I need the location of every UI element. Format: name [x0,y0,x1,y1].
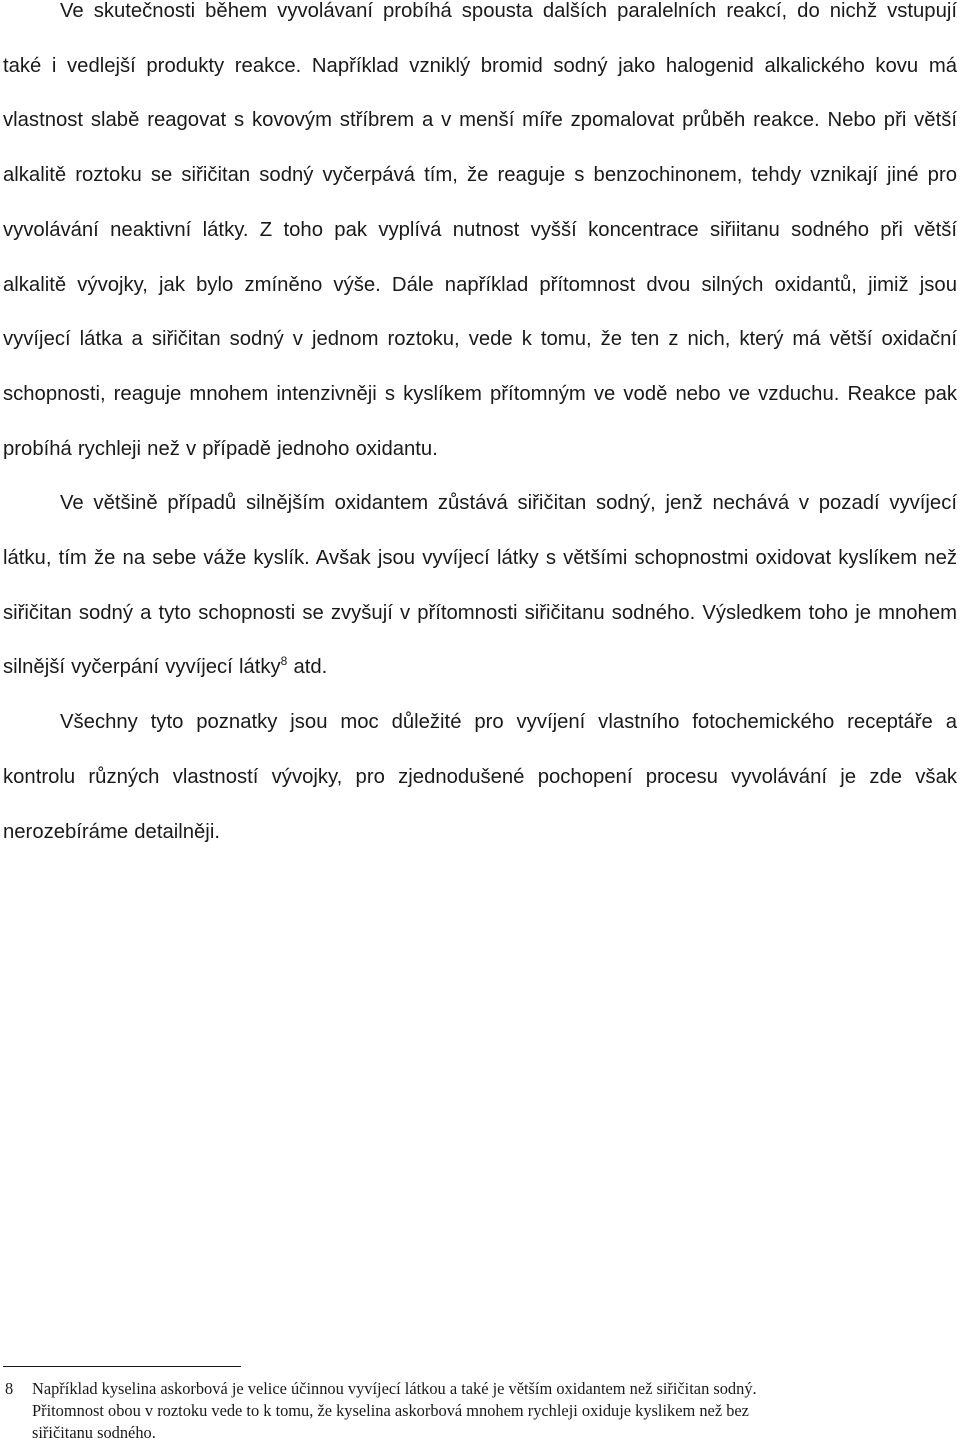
footnote-separator [3,1366,241,1367]
paragraph-3: Všechny tyto poznatky jsou moc důležité pro vyvíjení vlastního fotochemického receptáře a kontrolu různých vlastností vývojky, pro zjednodušené pochopení procesu vyvolávání je zde však nerozebíráme detailněji. [3,711,957,843]
document-body [3,0,957,859]
footnote-reference[interactable]: 8 [280,654,288,669]
footnote-line-3: siřičitanu sodného. [32,1423,156,1442]
footnote-first-line [5,1378,905,1400]
footnote-line-2: Přitomnost obou v roztoku vede to k tomu, že kyselina askorbová mnohem rychleji oxiduje kyslikem než bez [32,1401,749,1420]
footnote [5,1378,905,1444]
paragraph-2-text: Ve většině případů silnějším oxidantem zůstává siřičitan sodný, jenž nechává v pozadí vyvíjecí látku, tím že na sebe váže kyslík. Avšak jsou vyvíjecí látky s většími schopnostmi oxidovat kyslíkem než siřičitan sodný a tyto schopnosti se zvyšují v přítomnosti siřičitanu sodného. Výsledkem toho je mnohem silnější vyčerpání vyvíjecí látky [3,492,957,679]
paragraph-1: Ve skutečnosti během vyvolávaní probíhá spousta dalších paralelních reakcí, do nichž vstupují také i vedlejší produkty reakce. Například vzniklý bromid sodný jako halogenid alkalického kovu má vlastnost slabě reagovat s kovovým stříbrem a v menší míře zpomalovat průběh reakce. Nebo při větší alkalitě roztoku se siřičitan sodný vyčerpává tím, že reaguje s benzochinonem, tehdy vznikají jiné pro vyvolávání neaktivní látky. Z toho pak vyplívá nutnost vyšší koncentrace siřiitanu sodného při větší alkalitě vývojky, jak bylo zmíněno výše. Dále například přítomnost dvou silných oxidantů, jimiž jsou vyvíjecí látka a siřičitan sodný v jednom roztoku, vede k tomu, že ten z nich, který má větší oxidační schopnosti, reaguje mnohem intenzivněji s kyslíkem přítomným ve vodě nebo ve vzduchu. Reakce pak probíhá rychleji než v případě jednoho oxidantu. [3,0,957,460]
paragraph-2 [3,476,957,695]
footnote-number: 8 [5,1379,14,1398]
paragraph-2-tail: atd. [287,656,328,679]
footnote-line-1: Například kyselina askorbová je velice účinnou vyvíjecí látkou a také je větším oxidantem než siřičitan sodný. [32,1379,757,1398]
